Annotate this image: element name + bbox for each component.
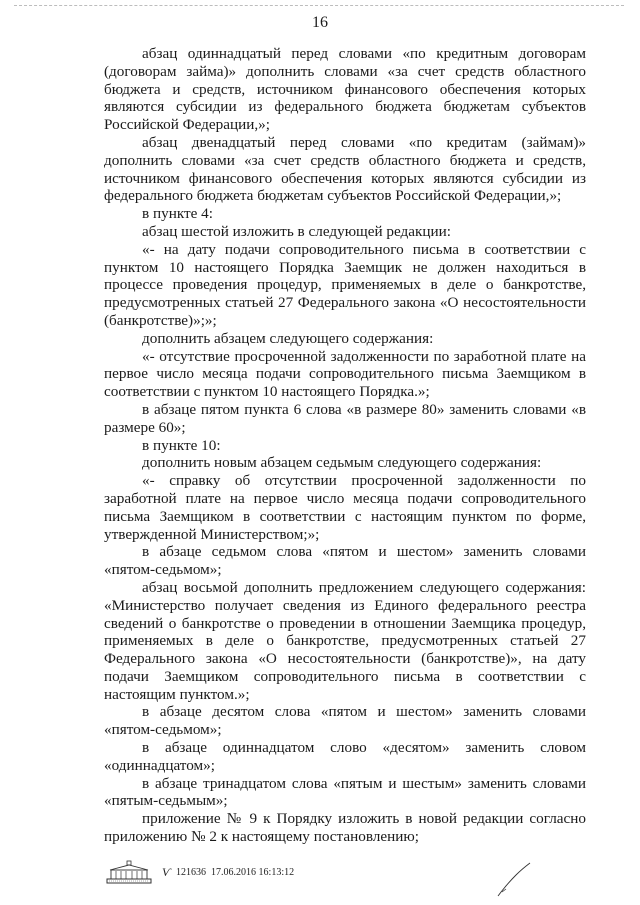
paragraph: в абзаце десятом слова «пятом и шестом» заменить словами «пятом-седьмом»; xyxy=(104,703,586,739)
paragraph: в пункте 4: xyxy=(142,205,213,223)
scan-edge-line xyxy=(14,5,624,6)
paragraph: в абзаце седьмом слова «пятом и шестом» заменить словами «пятом-седьмом»; xyxy=(104,543,586,579)
paragraph: в абзаце пятом пункта 6 слова «в размере 80» заменить словами «в размере 60»; xyxy=(104,400,586,436)
paragraph: «- справку об отсутствии просроченной задолженности по заработной плате на первое число месяца подачи сопроводительного письма Заемщиком в соответствии с настоящим пунктом по форме, утвержденной Министерством;»; xyxy=(104,472,586,543)
paragraph: «- отсутствие просроченной задолженности по заработной плате на первое число месяца подачи сопроводительного письма Заемщиком в соответствии с пунктом 10 настоящего Порядка.»; xyxy=(104,347,586,401)
paragraph: абзац одиннадцатый перед словами «по кредитным договорам (договорам займа)» дополнить словами «за счет средств областного бюджета и средств, источником финансового обеспечения которых являются субсидии из федерального бюджета бюджетам субъектов Российской Федерации,»; xyxy=(104,45,586,134)
paragraph: в пункте 10: xyxy=(142,436,221,454)
timestamp: 17.06.2016 16:13:12 xyxy=(211,866,295,878)
paragraph: абзац восьмой дополнить предложением следующего содержания: «Министерство получает сведения из Единого федерального реестра сведений о банкротстве о проведении в отношении Заемщика процедур, применяемых в деле о банкротстве, предусмотренных статьей 27 Федерального закона «О несостоятельности (банкротстве)», на дату подачи Заемщиком сопроводительного письма в соответствии с настоящим пунктом.»; xyxy=(104,578,586,703)
paragraph: «- на дату подачи сопроводительного письма в соответствии с пунктом 10 настоящего Порядка Заемщик не должен находиться в процессе проведения процедур, применяемых в деле о банкротстве, предусмотренных статьей 27 Федерального закона «О несостоятельности (банкротстве)»;»; xyxy=(104,240,586,329)
footer xyxy=(106,860,294,884)
document-id: 121636 xyxy=(176,866,207,878)
page-number: 16 xyxy=(312,14,328,31)
paragraph: дополнить новым абзацем седьмым следующего содержания: xyxy=(142,454,542,472)
paragraph: дополнить абзацем следующего содержания: xyxy=(142,329,434,347)
paragraph: абзац двенадцатый перед словами «по кредитам (займам)» дополнить словами «за счет средств областного бюджета и средств, источником финансового обеспечения которых являются субсидии из федерального бюджета бюджетам субъектов Российской Федерации,»; xyxy=(104,133,586,205)
footer-mark: Ѵ xyxy=(162,864,171,879)
government-building-icon xyxy=(106,860,152,884)
signature-stroke xyxy=(496,862,532,898)
document-body xyxy=(104,45,586,846)
paragraph: в абзаце тринадцатом слова «пятым и шестым» заменить словами «пятым-седьмым»; xyxy=(104,774,586,810)
paragraph: абзац шестой изложить в следующей редакции: xyxy=(142,222,451,240)
paragraph: приложение № 9 к Порядку изложить в новой редакции согласно приложению № 2 к настоящему постановлению; xyxy=(104,810,586,846)
paragraph: в абзаце одиннадцатом слово «десятом» заменить словом «одиннадцатом»; xyxy=(104,739,586,774)
